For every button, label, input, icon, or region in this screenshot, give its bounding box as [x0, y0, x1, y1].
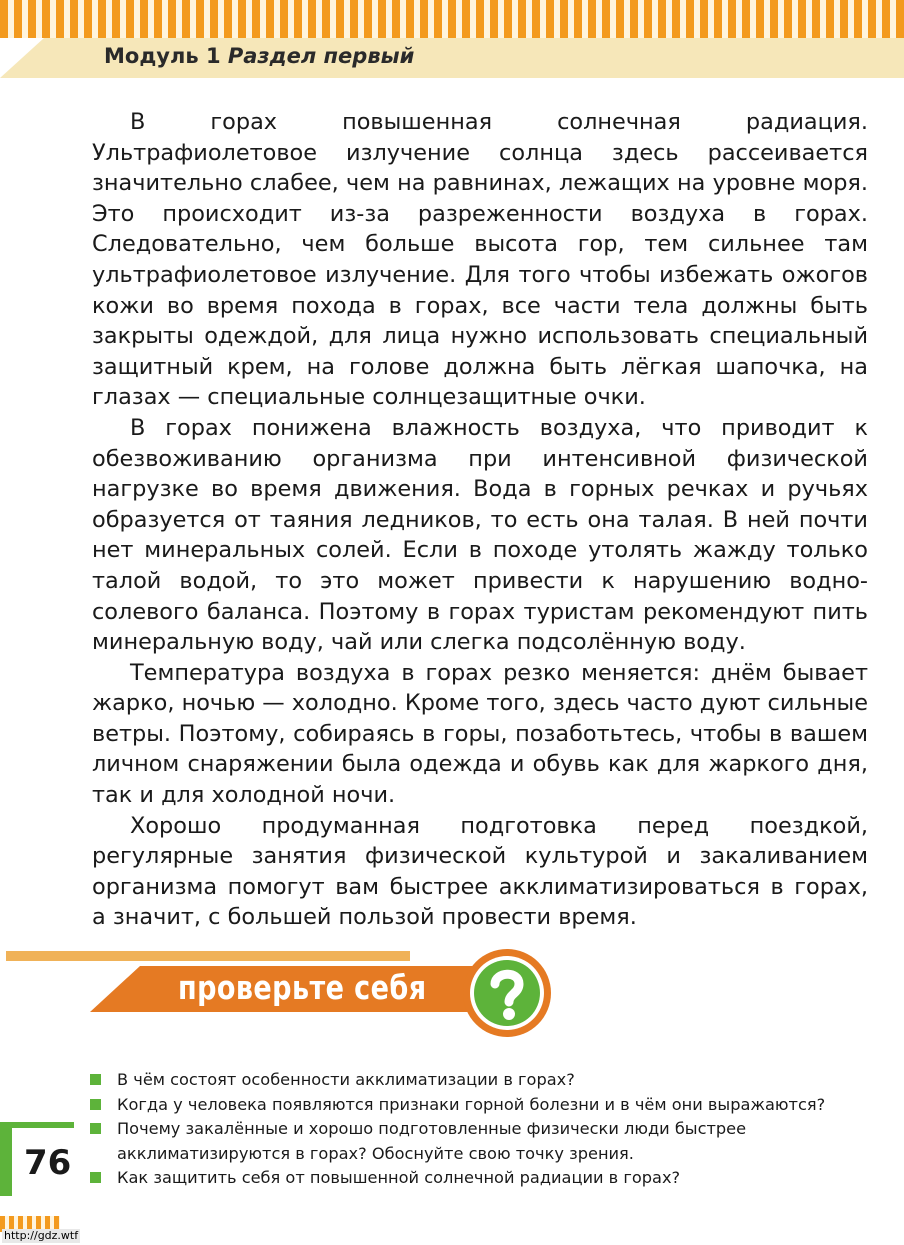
module-label: Модуль 1 [104, 44, 221, 68]
page-number-frame [0, 1122, 12, 1196]
question-text: В чём состоят особенности акклиматизации в горах? [117, 1070, 575, 1089]
list-item [90, 1166, 860, 1191]
paragraph: Температура воздуха в горах резко меняется: днём бывает жарко, ночью — холодно. Кроме того, здесь часто дуют сильные ветры. Поэтому, собираясь в горы, позаботьтесь, чтобы в вашем личном снаряжении была одежда и обувь как для жаркого дня, так и для холодной ночи. [92, 659, 868, 809]
square-bullet-icon [90, 1172, 101, 1183]
header-corner-fold [0, 38, 44, 78]
section-divider [6, 951, 410, 961]
paragraph: В горах повышенная солнечная радиация. Ультрафиолетовое излучение солнца здесь рассеивается значительно слабее, чем на равнинах, лежащих на уровне моря. Это происходит из-за разреженности воздуха в горах. Следовательно, чем больше высота гор, тем сильнее там ультрафиолетовое излучение. Для того чтобы избежать ожогов кожи во время похода в горах, все части тела должны быть закрыты одеждой, для лица нужно использовать специальный защитный крем, на голове должна быть лёгкая шапочка, на глазах — специальные солнцезащитные очки. [92, 109, 868, 411]
main-text [92, 107, 868, 933]
page-number: 76 [24, 1143, 72, 1183]
question-text: Когда у человека появляются признаки горной болезни и в чём они выражаются? [117, 1094, 826, 1114]
list-item [90, 1093, 860, 1118]
square-bullet-icon [90, 1074, 101, 1085]
top-stripe-decoration [0, 0, 904, 38]
question-list [90, 1068, 860, 1191]
question-mark-icon [462, 948, 552, 1038]
paragraph: Хорошо продуманная подготовка перед поездкой, регулярные занятия физической культурой и закаливанием организма помогут вам быстрее акклиматизироваться в горах, а значит, с большей пользой провести время. [92, 812, 868, 931]
list-item [90, 1068, 860, 1093]
running-header [104, 44, 414, 68]
section-label: Раздел первый [227, 44, 415, 68]
square-bullet-icon [90, 1123, 101, 1134]
watermark-link[interactable]: http://gdz.wtf [4, 1229, 79, 1242]
paragraph: В горах понижена влажность воздуха, что приводит к обезвоживанию организма при интенсивной физической нагрузке во время движения. Вода в горных речках и ручьях образуется от таяния ледников, то есть она талая. В ней почти нет минеральных солей. Если в походе утолять жажду только талой водой, то это может привести к нарушению водно-солевого баланса. Поэтому в горах туристам рекомендуют пить минеральную воду, чай или слегка подсолённую воду. [92, 414, 868, 656]
question-text: Как защитить себя от повышенной солнечной радиации в горах? [117, 1168, 681, 1188]
question-text: Почему закалённые и хорошо подготовленные физически люди быстрее акклиматизируются в горах? Обоснуйте свою точку зрения. [117, 1119, 747, 1163]
list-item [90, 1117, 860, 1166]
check-yourself-title: проверьте себя [178, 968, 427, 1007]
square-bullet-icon [90, 1099, 101, 1110]
